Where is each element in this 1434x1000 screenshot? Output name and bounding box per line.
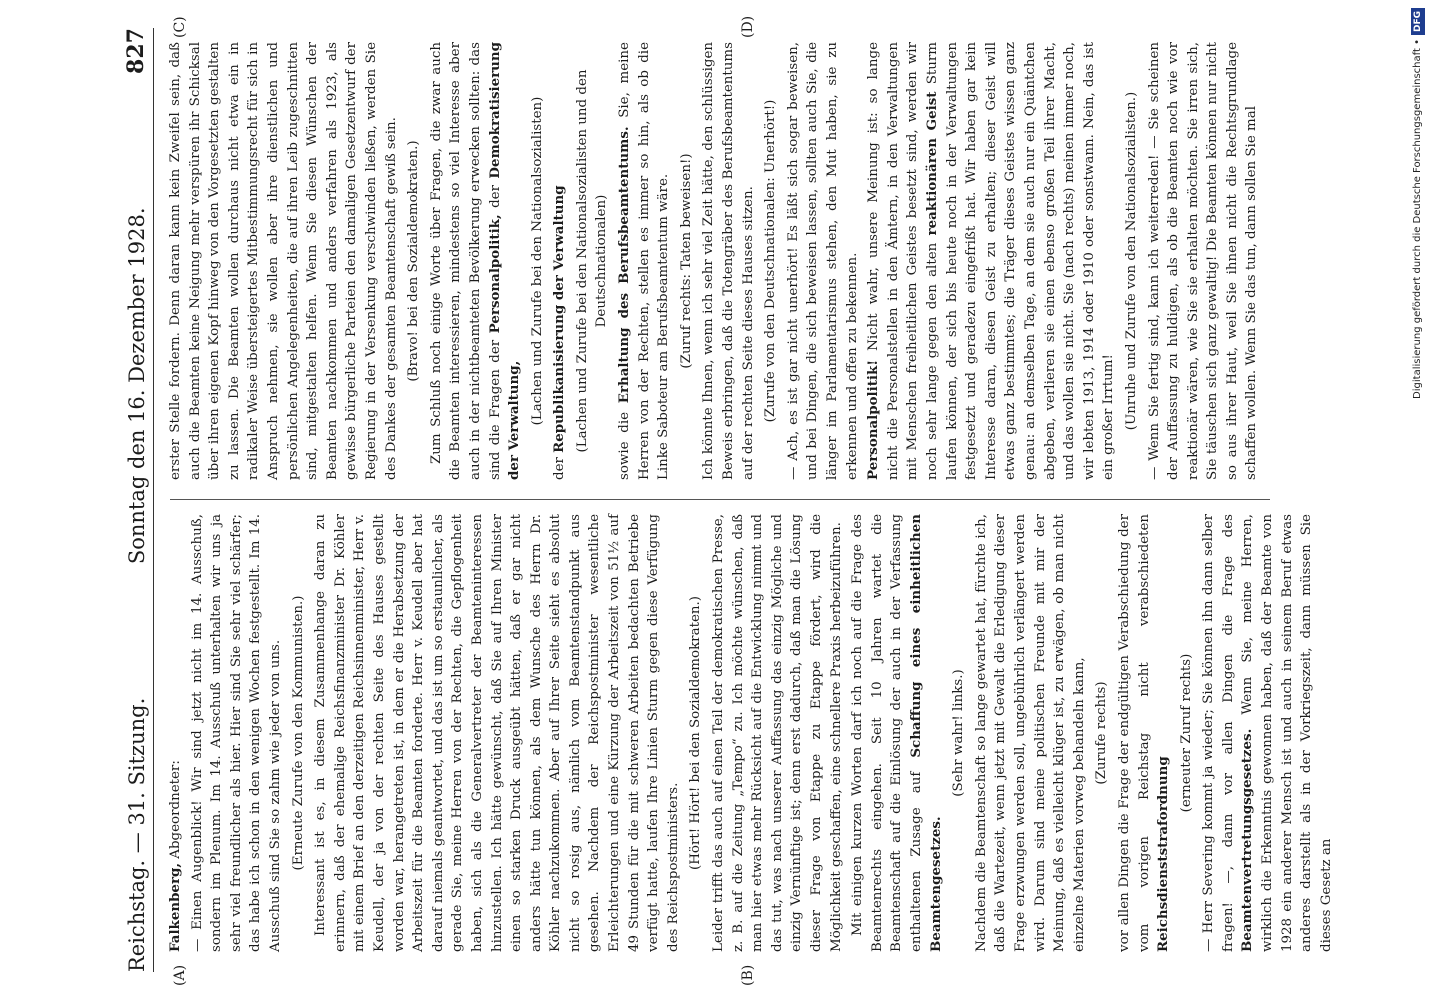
page-header <box>118 28 154 972</box>
paragraph-text: Leider trifft das auch auf einen Teil der demokratischen Presse, z. B. auf die Zeitung „Tempo“ zu. Ich möchte wünschen, daß man hier etwas mehr Rücksicht auf die Entwicklung nimmt und das tut, was nach unserer Auffassung das einzig Mögliche und einzig Vernünftige ist; denn erst dadurch, daß man die Lösung dieser Frage von Etappe zu Etappe fördert, wird die Möglichkeit geschaffen, eine schnellere Praxis herbeizuführen. <box>711 514 844 952</box>
paragraph-text: — Herr Severing kommt ja wieder; Sie können ihn dann selber fragen! —, dann vor allen Dingen die Frage des <box>1201 514 1236 952</box>
paragraph-text: — Ach, es ist gar nicht unerhört! Es läßt sich sogar beweisen, und bei Dingen, die sich beweisen lassen, sollten auch Sie, die länger im Parlamentarismus stehen, den Mut haben, sie zu erkennen und offen zu bekennen. <box>785 42 860 480</box>
interjection <box>528 42 548 480</box>
paragraph <box>550 42 570 480</box>
right-column <box>166 42 1276 480</box>
interjection <box>761 42 781 480</box>
paragraph-text: (Hört! Hört! bei den Sozialdemokraten.) <box>688 596 704 870</box>
paragraph-text: (Zurufe von den Deutschnationalen: Unerhört!) <box>763 99 779 423</box>
document-page <box>100 0 1334 1000</box>
paragraph-text: Nachdem die Beamtenschaft so lange gewartet hat, fürchte ich, daß die Wartezeit, wenn jetzt mit Gewalt die Erledigung dieser Frage erzwungen werden soll, ungebührlich verlängert werden wird. Darum sind meine politischen Freunde mit mir der Meinung, daß es vielleicht klüger ist, zu erwägen, ob man nicht einzelne Materien vorweg behandeln kann, <box>973 514 1087 952</box>
paragraph-text: Wenn Sie, meine Herren, wirklich die Erkenntnis gewonnen haben, daß der Beamte von 1928 ein anderer Mensch ist und auch in seinem Beruf etwas anderes darstellt als in der Vorkriegszeit, dann müssen Sie dieses Gesetz an <box>1240 514 1334 952</box>
paragraph-text: (Zurufe rechts) <box>1094 681 1110 785</box>
paragraph-text: Nicht wahr, unsere Meinung ist: so lange nicht die Personalstellen in den Ämtern, in den Verwaltungen mit Menschen freiheitlichen Geistes besetzt sind, werden wir noch sehr lange gegen den alten <box>866 42 940 480</box>
interjection <box>1092 514 1112 952</box>
interjection <box>289 514 309 952</box>
paragraph <box>709 514 846 952</box>
paragraph <box>615 42 674 480</box>
bold-text: reaktionären Geist <box>923 91 940 236</box>
bold-text: Republikanisierung der Verwaltung <box>551 185 568 453</box>
paragraph-text: (Bravo! bei den Sozialdemokraten.) <box>406 140 422 382</box>
header-date: Sonntag den 16. Dezember 1928. <box>125 207 149 565</box>
digitization-credit <box>1408 8 1428 992</box>
paragraph <box>427 42 525 480</box>
bold-text: Beamtenvertretungsgesetzes. <box>1239 728 1256 952</box>
paragraph-text: vor allen Dingen die Frage der endgültigen Verabschiedung der vom vorigen Reichstag nicht verabschiedeten <box>1116 514 1152 952</box>
paragraph <box>188 514 286 952</box>
paragraph <box>311 514 683 952</box>
bold-text: Personalpolitik, <box>486 214 503 334</box>
paragraph <box>864 42 1119 480</box>
margin-marker-d: (D) <box>740 15 756 38</box>
paragraph-text: (Lachen und Zurufe bei den Nationalsozialisten) <box>529 96 545 426</box>
interjection <box>1122 42 1142 480</box>
paragraph-text: (Zuruf rechts: Taten beweisen!) <box>678 153 694 369</box>
margin-marker-a: (A) <box>172 964 188 986</box>
paragraph-text: der <box>552 452 568 480</box>
interjection <box>686 514 706 952</box>
interjection <box>949 514 969 952</box>
paragraph <box>1115 514 1174 952</box>
header-session: Reichstag. — 31. Sitzung. <box>125 697 149 972</box>
credit-text: Digitalisierung gefördert durch die Deutsche Forschungsgemeinschaft • <box>1412 39 1423 399</box>
left-column <box>166 514 1334 952</box>
paragraph-text: Mit einigen kurzen Worten darf ich noch auf die Frage des Beamtenrechts eingehen. Seit 10 Jahren wartet die Beamtenschaft auf die Einlösung der auch in der Verfassung enthaltenen Zusage auf <box>850 514 924 952</box>
paragraph <box>166 514 186 952</box>
paragraph <box>166 42 401 480</box>
paragraph-text: (Unruhe und Zurufe von den Nationalsozialisten.) <box>1123 91 1139 431</box>
paragraph-text: der <box>487 178 503 215</box>
paragraph <box>1199 514 1336 952</box>
paragraph <box>1145 42 1263 480</box>
page-number: 827 <box>123 28 149 74</box>
paragraph-text: (erneuter Zuruf rechts) <box>1178 653 1194 813</box>
paragraph-text: sowie die <box>617 403 633 480</box>
paragraph-text: Interessant ist es, in diesem Zusammenhange daran zu erinnern, daß der ehemalige Reichsfinanzminister Dr. Köhler mit einem Brief an den derzeitigen Reichsinnenminister, Herr v. Keudell, der ja von der rechten Seite des Hauses gestellt worden war, herangetreten ist, in dem er die Herabsetzung der Arbeitszeit für die Beamten forderte. Herr v. Keudell aber hat darauf niemals geantwortet, und das ist um so erstaunlicher, als gerade Sie, meine Herren von der Rechten, die Gepflogenheit haben, sich als die Generalvertreter der Beamteninteressen hinzustellen. Ich hätte gewünscht, daß Sie auf Ihren Minister einen so starken Druck ausgeübt hätten, daß er gar nicht anders hätte tun können, als dem Wunsche des Herrn Dr. Köhler nachzukommen. Aber auf Ihrer Seite sieht es absolut nicht so rosig aus, nämlich vom Beamtenstandpunkt aus gesehen. Nachdem der Reichspostminister wesentliche Erleichterungen und eine Kürzung der Arbeitszeit von 51½ auf 49 Stunden für die mit schweren Arbeiten bedachten Betriebe verfügt hatte, laufen Ihre Linien Sturm gegen diese Verfügung des Reichspostministers. <box>313 514 681 952</box>
paragraph-text: — Einen Augenblick! Wir sind jetzt nicht im 14. Ausschuß, sondern im Plenum. Im 14. Ausschuß unterhalten wir uns ja sehr viel freundlicher als hier. Hier sind Sie sehr viel schärfer; das habe ich schon in den wenigen Wochen festgestellt. Im 14. Ausschuß sind Sie so zahm wie jeder von uns. <box>189 514 283 952</box>
paragraph <box>972 514 1090 952</box>
bold-text: Erhaltung des Berufsbeamtentums. <box>616 126 633 404</box>
paragraph-text: — Wenn Sie fertig sind, kann ich weiterreden! — Sie scheinen der Auffassung zu huldigen, als ob die Beamten noch wie vor reaktionär wären, wie Sie sie erhalten möchten. Sie irren sich, Sie täuschen sich ganz gewaltig! Die Beamten können nur nicht so aus ihrer Haut, weil Sie ihnen nicht die Rechtsgrundlage schaffen wollen. Wenn Sie das tun, dann sollen Sie mal <box>1146 42 1260 480</box>
margin-marker-b: (B) <box>740 964 756 986</box>
bold-text: Personalpolitik! <box>865 359 882 480</box>
bold-text: Schaffung eines einheitlichen Beamtengesetzes. <box>907 514 944 952</box>
paragraph-text: (Sehr wahr! links.) <box>951 669 967 797</box>
paragraph-text: Sturm laufen können, der sich bis heute noch in der Verwaltungen festgesetzt und geradezu eingefrißt hat. Wir haben gar kein Interesse daran, diesen Geist zu erhalten; dieser Geist will etwas ganz bestimmtes; die Träger dieses Geistes wissen ganz genau: an demselben Tage, an dem sie auch nur ein Quäntchen abgeben, verlieren sie einen ebenso großen Teil ihrer Macht, und das wollen sie nicht. Sie (nach rechts) meinen immer noch, wir lebten 1913, 1914 oder 1910 oder sonstwann. Nein, das ist ein großer Irrtum! <box>924 42 1117 480</box>
paragraph-text: (Erneute Zurufe von den Kommunisten.) <box>290 595 306 871</box>
paragraph <box>784 42 862 480</box>
bold-text: Reichsdienststrafordnung <box>1155 756 1172 952</box>
paragraph-text: Sie, meine Herren von der Rechten, stellen es immer so hin, als ob die Linke Saboteur am Berufsbeamtentum wäre. <box>617 42 672 480</box>
interjection <box>573 42 612 480</box>
margin-marker-c: (C) <box>172 16 188 38</box>
column-divider <box>170 499 1270 500</box>
paragraph-text: Ich könnte Ihnen, wenn ich sehr viel Zeit hätte, den schlüssigen Beweis erbringen, daß die Totengräber des Berufsbeamtentums auf der rechten Seite dieses Hauses sitzen. <box>701 42 756 480</box>
dfg-logo: DFG <box>1411 8 1425 35</box>
interjection <box>404 42 424 480</box>
paragraph <box>848 514 946 952</box>
bold-text: Falkenberg, <box>167 862 183 952</box>
paragraph-text: erster Stelle fordern. Denn daran kann kein Zweifel sein, daß auch die Beamten keine Neigung mehr verspüren ihr Schicksal über ihren eigenen Kopf hinweg von den Vorgesetzten gestalten zu lassen. Die Beamten wollen durchaus nicht etwa ein in radikaler Weise übersteigertes Mitbestimmungsrecht für sich in Anspruch nehmen, sie wollen aber ihre dienstlichen und persönlichen Angelegenheiten, die auf ihren Leib zugeschnitten sind, mitgestalten helfen. Wenn Sie diesen Wünschen der Beamten nachkommen und anders verfahren als 1923, als gewisse bürgerliche Parteien den damaligen Gesetzentwurf der Regierung in der Versenkung verschwinden ließen, werden Sie des Dankes der gesamten Beamtenschaft gewiß sein. <box>168 42 399 480</box>
bold-text: Demokratisierung der Verwaltung, <box>486 42 523 480</box>
interjection <box>677 42 697 480</box>
paragraph-text: (Lachen und Zurufe bei den Nationalsozialisten und den Deutschnationalen) <box>574 69 610 453</box>
paragraph-text: Zum Schluß noch einige Worte über Fragen, die zwar auch die Beamten interessieren, mindestens so viel Interesse aber auch in der nichtbeamteten Bevölkerung erwecken sollten: das sind die Fragen der <box>428 42 503 480</box>
paragraph-text: Abgeordneter: <box>168 760 183 863</box>
interjection <box>1177 514 1197 952</box>
paragraph <box>699 42 758 480</box>
